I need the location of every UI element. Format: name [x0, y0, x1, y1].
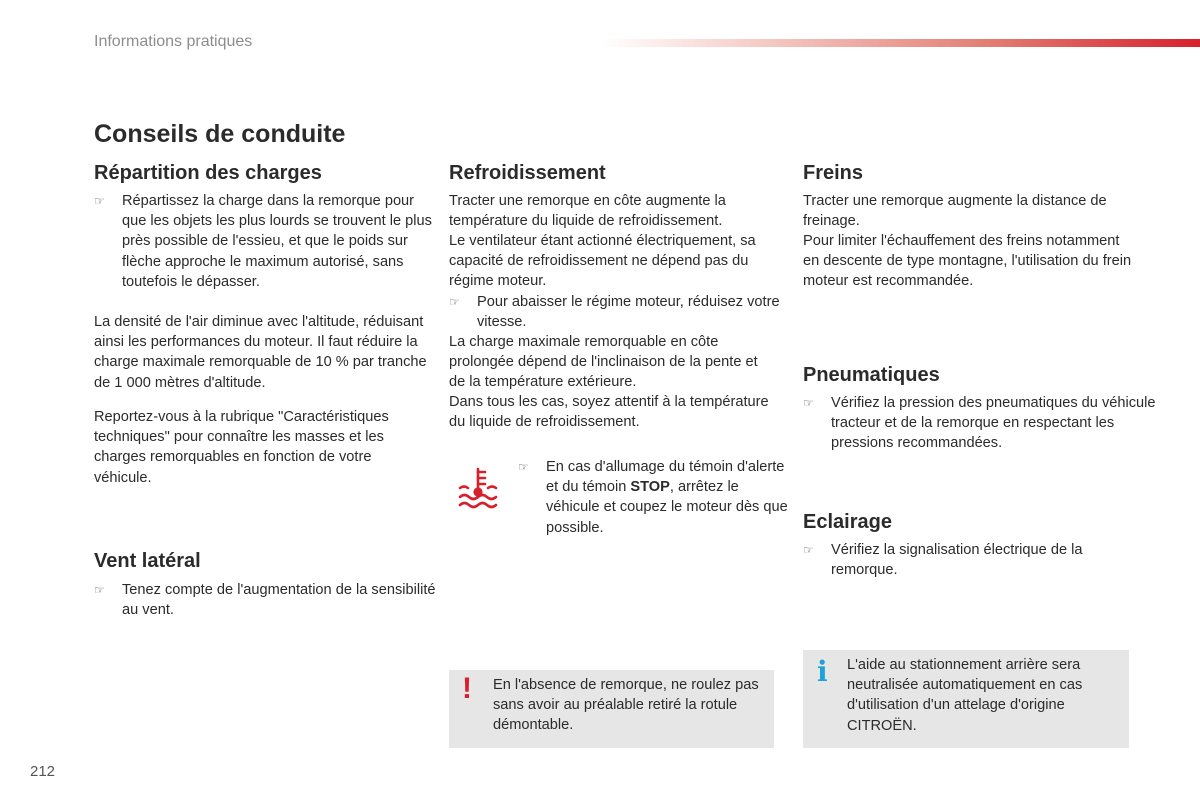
lighting-bullet [803, 540, 1151, 580]
page-number: 212 [30, 763, 56, 780]
header-gradient-bar [600, 39, 1200, 47]
reference-paragraph: Reportez-vous à la rubrique "Caractéristiques techniques" pour connaître les masses et les charges remorquables en fonction de votre véhicule. [94, 409, 389, 486]
heading-brakes: Freins [803, 162, 864, 184]
warning-lamp-bullet [518, 457, 796, 538]
cooling-paragraph-1: Tracter une remorque en côte augmente la température du liquide de refroidissement. [449, 193, 726, 230]
warning-stop-label: STOP [630, 479, 670, 496]
warning-text-end: , arrêtez le véhicule et coupez le moteur dès que possible. [546, 479, 788, 536]
cooling-paragraph-4: Dans tous les cas, soyez attentif à la température du liquide de refroidissement. [449, 394, 769, 431]
page-title: Conseils de conduite [94, 120, 346, 148]
side-wind-bullet [94, 580, 442, 620]
heading-lighting: Eclairage [803, 511, 892, 533]
bullet-text: Tenez compte de l'augmentation de la sensibilité au vent. [122, 582, 436, 619]
warning-text-start: En cas d'allumage du témoin d'alerte et du témoin [546, 459, 785, 496]
bullet-text: Vérifiez la pression des pneumatiques du véhicule tracteur et de la remorque en respectant les pressions recommandées. [831, 395, 1156, 452]
pointing-hand-icon: ☞ [94, 194, 105, 208]
pointing-hand-icon: ☞ [803, 543, 814, 557]
heading-side-wind: Vent latéral [94, 550, 201, 572]
tyres-bullet [803, 393, 1161, 454]
heading-load-distribution: Répartition des charges [94, 162, 322, 184]
coolant-temperature-icon [457, 466, 499, 510]
bullet-text: Pour abaisser le régime moteur, réduisez votre vitesse. [477, 294, 780, 331]
bullet-text: Vérifiez la signalisation électrique de la remorque. [831, 542, 1083, 579]
cooling-paragraph-3: La charge maximale remorquable en côte prolongée dépend de l'inclinaison de la pente et de la température extérieure. [449, 334, 758, 391]
pointing-hand-icon: ☞ [449, 295, 460, 309]
pointing-hand-icon: ☞ [518, 460, 529, 474]
towbar-note-text: En l'absence de remorque, ne roulez pas sans avoir au préalable retiré la rotule démontable. [493, 677, 759, 734]
bullet-text: Répartissez la charge dans la remorque pour que les objets les plus lourds se trouvent le plus près possible de l'essieu, et que le poids sur flèche approche le maximum autorisé, sans toutefois le dépasser. [122, 193, 432, 290]
exclamation-icon: ! [462, 672, 472, 705]
brakes-paragraph-2: Pour limiter l'échauffement des freins notamment en descente de type montagne, l'utilisation du frein moteur est recommandée. [803, 233, 1132, 290]
pointing-hand-icon: ☞ [803, 396, 814, 410]
parking-info-text: L'aide au stationnement arrière sera neutralisée automatiquement en cas d'utilisation d'un attelage d'origine CITROËN. [847, 657, 1083, 734]
cooling-paragraph-2: Le ventilateur étant actionné électriquement, sa capacité de refroidissement ne dépend pas du régime moteur. [449, 233, 756, 290]
info-icon: i [817, 655, 828, 688]
pointing-hand-icon: ☞ [94, 583, 105, 597]
heading-tyres: Pneumatiques [803, 364, 940, 386]
load-distribution-bullet [94, 191, 442, 292]
section-header: Informations pratiques [94, 33, 253, 50]
cooling-bullet [449, 292, 797, 332]
brakes-paragraph-1: Tracter une remorque augmente la distance de freinage. [803, 193, 1107, 230]
heading-cooling: Refroidissement [449, 162, 606, 184]
altitude-paragraph: La densité de l'air diminue avec l'altitude, réduisant ainsi les performances du moteur. Il faut réduire la charge maximale remorquable de 10 % par tranche de 1 000 mètres d'altitude. [94, 314, 427, 391]
